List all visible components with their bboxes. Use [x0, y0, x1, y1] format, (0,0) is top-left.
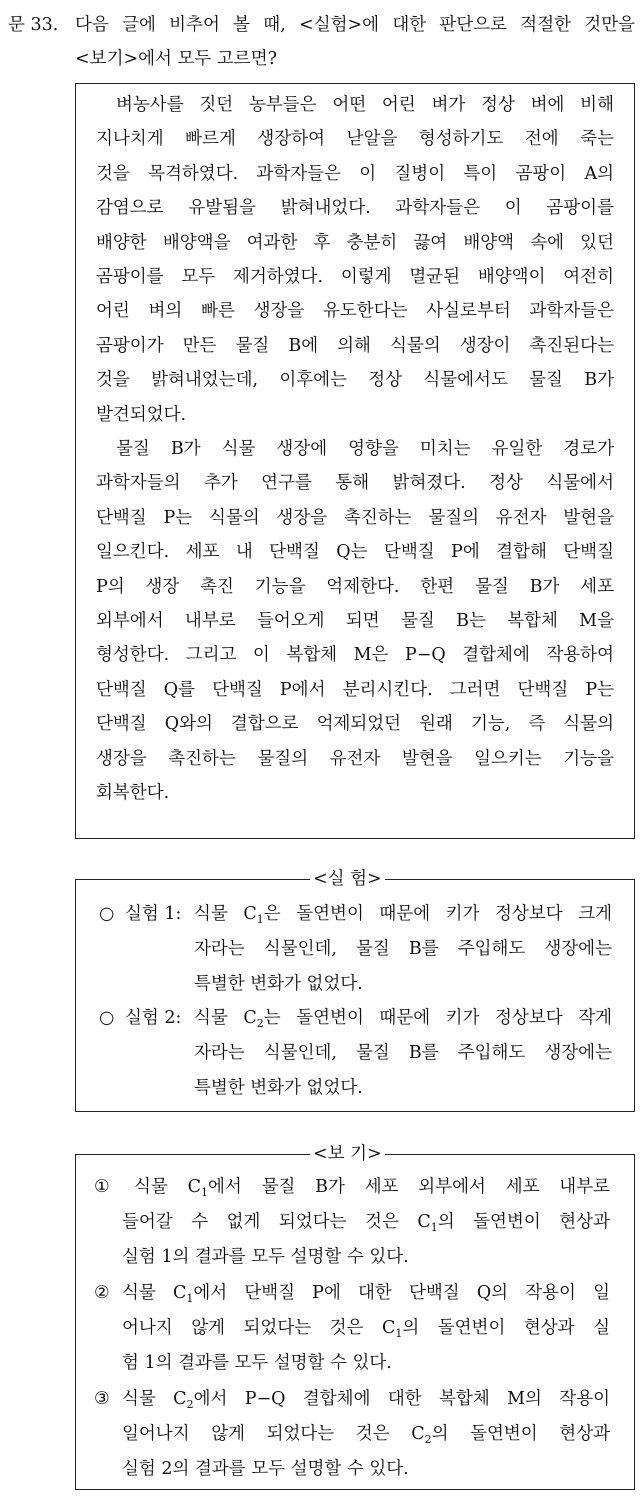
question-number: 문 33. — [8, 15, 59, 35]
experiment-line: 자라는 식물인데, 물질 B를 주입해도 생장에는 — [194, 939, 612, 959]
subscript: 1 — [395, 1327, 403, 1340]
passage-line: 지나치게 빠르게 생장하여 낟알을 형성하기도 전에 죽는 — [96, 129, 614, 150]
bogi-text: 실험 1의 결과를 모두 설명할 수 있다. — [122, 1247, 409, 1267]
bogi-text: 식물 C — [122, 1389, 187, 1409]
passage-line: 벼농사를 짓던 농부들은 어떤 어린 벼가 정상 벼에 비해 — [116, 95, 614, 115]
experiment-label — [125, 1001, 181, 1035]
passage-line: 배양한 배양액을 여과한 후 충분히 끓여 배양액 속에 있던 — [96, 232, 614, 253]
bogi-marker — [94, 1170, 110, 1204]
subscript: 2 — [186, 1398, 194, 1411]
experiment-line: 자라는 식물인데, 물질 B를 주입해도 생장에는 — [194, 1043, 612, 1063]
experiment-line — [194, 897, 612, 933]
experiment-bullet-mark: ○ — [99, 1008, 115, 1028]
subscript: 2 — [256, 1017, 264, 1030]
bogi-marker-glyph: ① — [94, 1177, 110, 1197]
experiment-label — [125, 897, 181, 931]
experiment-title: <실 험> — [310, 868, 385, 890]
experiment-bullet — [99, 897, 114, 931]
passage-line: 발견되었다. — [96, 404, 187, 425]
experiment-line — [194, 1001, 612, 1037]
bogi-text: 어나지 않게 되었다는 것은 C — [122, 1318, 396, 1338]
bogi-line — [122, 1240, 409, 1274]
experiment-line: 특별한 변화가 없었다. — [194, 974, 363, 994]
bogi-text: 식물 C — [134, 1177, 201, 1197]
bogi-line — [122, 1382, 610, 1418]
passage-line: 과학자들의 추가 연구를 통해 밝혀졌다. 정상 식물에서 — [96, 473, 614, 494]
subscript: 1 — [186, 1292, 194, 1305]
passage-line: 회복한다. — [96, 783, 170, 803]
passage-line: P의 생장 촉진 기능을 억제한다. 한편 물질 B가 세포 — [96, 576, 614, 597]
passage-line: 곰팡이가 만든 물질 B에 의해 식물의 생장이 촉진된다는 — [96, 335, 614, 356]
bogi-text: 의 돌연변이 현상과 — [437, 1212, 610, 1232]
bogi-line — [122, 1276, 610, 1312]
bogi-text: 식물 C — [122, 1283, 187, 1303]
bogi-line — [134, 1170, 610, 1206]
subscript: 1 — [256, 913, 264, 926]
passage-line: 감염으로 유발됨을 밝혀내었다. 과학자들은 이 곰팡이를 — [96, 198, 614, 219]
passage-line: 형성한다. 그리고 이 복합체 M은 P−Q 결합체에 작용하여 — [96, 645, 614, 666]
bogi-marker-glyph: ③ — [94, 1389, 110, 1409]
passage-line: 단백질 P는 식물의 생장을 촉진하는 물질의 유전자 발현을 — [96, 507, 614, 528]
passage-line: 어린 벼의 빠른 생장을 유도한다는 사실로부터 과학자들은 — [96, 301, 614, 322]
passage-line: 일으킨다. 세포 내 단백질 Q는 단백질 P에 결합해 단백질 — [96, 542, 614, 563]
bogi-text: 의 돌연변이 현상과 — [431, 1424, 611, 1444]
bogi-line — [122, 1417, 610, 1453]
bogi-marker — [94, 1382, 110, 1416]
experiment-label-text: 실험 1: — [125, 904, 182, 924]
experiment-text: 식물 C — [194, 904, 257, 924]
experiment-bullet-mark: ○ — [99, 904, 115, 924]
bogi-text: 에서 단백질 P에 대한 단백질 Q의 작용이 일 — [193, 1283, 611, 1303]
bogi-text: 에서 P−Q 결합체에 대한 복합체 M의 작용이 — [193, 1389, 610, 1409]
bogi-line — [122, 1205, 610, 1241]
experiment-text: 는 돌연변이 때문에 키가 정상보다 작게 — [263, 1008, 613, 1028]
bogi-text: 의 돌연변이 현상과 실 — [402, 1318, 610, 1338]
subscript: 1 — [200, 1186, 208, 1199]
bogi-marker-glyph: ② — [94, 1283, 110, 1303]
bogi-line — [122, 1452, 409, 1486]
experiment-bullet — [99, 1001, 114, 1035]
experiment-line: 특별한 변화가 없었다. — [194, 1078, 363, 1098]
bogi-text: 들어갈 수 없게 되었다는 것은 C — [122, 1212, 431, 1232]
bogi-text: 일어나지 않게 되었다는 것은 C — [122, 1424, 425, 1444]
subscript: 1 — [430, 1221, 438, 1234]
passage-line: 것을 목격하였다. 과학자들은 이 질병이 특이 곰팡이 A의 — [96, 163, 614, 184]
question-stem-line-2: <보기>에서 모두 고르면? — [75, 49, 277, 69]
passage-line: 단백질 Q와의 결합으로 억제되었던 원래 기능, 즉 식물의 — [96, 714, 614, 735]
bogi-marker — [94, 1276, 110, 1310]
question-stem-line-1: 다음 글에 비추어 볼 때, <실험>에 대한 판단으로 적절한 것만을 — [75, 15, 635, 35]
passage-line: 것을 밝혀내었는데, 이후에는 정상 식물에서도 물질 B가 — [96, 370, 614, 391]
experiment-label-text: 실험 2: — [125, 1008, 182, 1028]
experiment-text: 식물 C — [194, 1008, 257, 1028]
passage-line: 곰팡이를 모두 제거하였다. 이렇게 멸균된 배양액이 여전히 — [96, 267, 614, 287]
passage-line: 생장을 촉진하는 물질의 유전자 발현을 일으키는 기능을 — [96, 748, 614, 769]
bogi-title: <보 기> — [310, 1143, 385, 1165]
bogi-text: 에서 물질 B가 세포 외부에서 세포 내부로 — [207, 1177, 610, 1197]
bogi-text: 실험 2의 결과를 모두 설명할 수 있다. — [122, 1459, 409, 1479]
subscript: 2 — [424, 1433, 432, 1446]
passage-line: 물질 B가 식물 생장에 영향을 미치는 유일한 경로가 — [116, 439, 614, 459]
bogi-text: 험 1의 결과를 모두 설명할 수 있다. — [122, 1353, 392, 1373]
passage-line: 외부에서 내부로 들어오게 되면 물질 B는 복합체 M을 — [96, 611, 614, 631]
bogi-line — [122, 1311, 610, 1347]
bogi-line — [122, 1346, 392, 1380]
experiment-text: 은 돌연변이 때문에 키가 정상보다 크게 — [263, 904, 613, 924]
passage-line: 단백질 Q를 단백질 P에서 분리시킨다. 그러면 단백질 P는 — [96, 679, 614, 700]
